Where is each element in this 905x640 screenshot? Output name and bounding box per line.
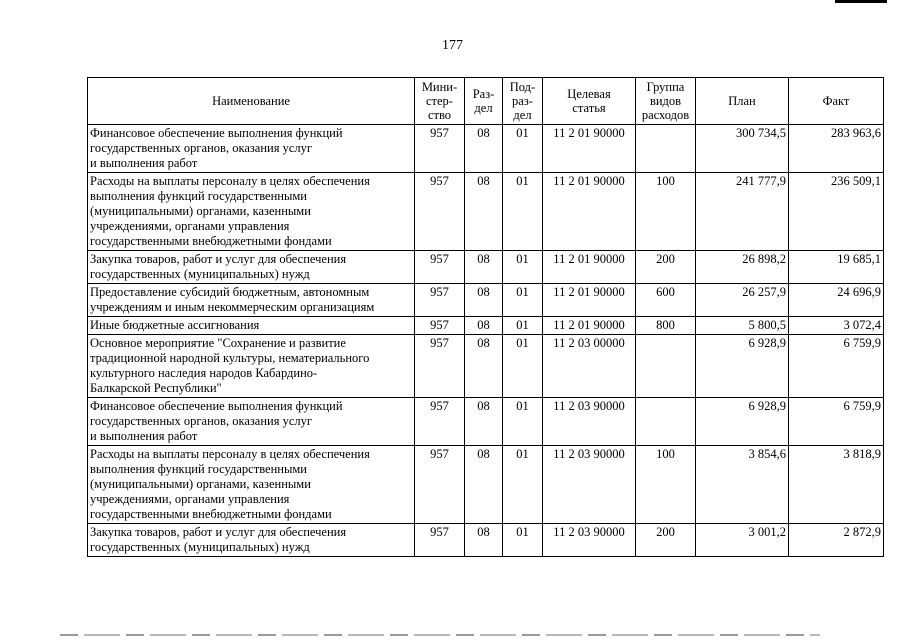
table-row (88, 251, 884, 284)
row-plan: 241 777,9 (696, 173, 789, 251)
row-group (636, 335, 696, 398)
table-row (88, 284, 884, 317)
row-fact: 3 818,9 (789, 446, 884, 524)
row-target: 11 2 01 90000 (543, 251, 636, 284)
row-ministry: 957 (415, 317, 465, 335)
row-group (636, 125, 696, 173)
header-name: Наименование (88, 78, 415, 125)
budget-table (87, 77, 884, 557)
row-target: 11 2 03 90000 (543, 524, 636, 557)
row-ministry: 957 (415, 284, 465, 317)
header-group: Группа видов расходов (636, 78, 696, 125)
scan-corner-mark (835, 0, 887, 3)
row-name: Финансовое обеспечение выполнения функций государственных органов, оказания услуг и выполнения работ (88, 125, 415, 173)
row-plan: 26 257,9 (696, 284, 789, 317)
row-target: 11 2 01 90000 (543, 125, 636, 173)
row-section: 08 (465, 317, 503, 335)
row-subsection: 01 (503, 398, 543, 446)
row-section: 08 (465, 398, 503, 446)
row-group: 100 (636, 173, 696, 251)
row-plan: 3 001,2 (696, 524, 789, 557)
row-target: 11 2 01 90000 (543, 284, 636, 317)
row-fact: 6 759,9 (789, 398, 884, 446)
table-row (88, 173, 884, 251)
row-ministry: 957 (415, 398, 465, 446)
row-name: Расходы на выплаты персоналу в целях обеспечения выполнения функций государственными (муниципальными) органами, казенными учреждениями, органами управления государственными внебюджетными фондами (88, 446, 415, 524)
row-section: 08 (465, 251, 503, 284)
row-subsection: 01 (503, 125, 543, 173)
row-subsection: 01 (503, 446, 543, 524)
row-group: 800 (636, 317, 696, 335)
scan-bottom-artifact (60, 634, 820, 636)
row-name: Предоставление субсидий бюджетным, автономным учреждениям и иным некоммерческим организациям (88, 284, 415, 317)
row-name: Иные бюджетные ассигнования (88, 317, 415, 335)
row-target: 11 2 03 90000 (543, 398, 636, 446)
row-group: 600 (636, 284, 696, 317)
row-fact: 19 685,1 (789, 251, 884, 284)
header-ministry: Мини- стер- ство (415, 78, 465, 125)
row-plan: 26 898,2 (696, 251, 789, 284)
row-ministry: 957 (415, 173, 465, 251)
table-row (88, 446, 884, 524)
row-plan: 6 928,9 (696, 335, 789, 398)
header-row (88, 78, 884, 125)
row-section: 08 (465, 335, 503, 398)
row-fact: 283 963,6 (789, 125, 884, 173)
row-ministry: 957 (415, 251, 465, 284)
header-fact: Факт (789, 78, 884, 125)
header-plan: План (696, 78, 789, 125)
table-row (88, 524, 884, 557)
row-subsection: 01 (503, 335, 543, 398)
row-ministry: 957 (415, 335, 465, 398)
row-group: 200 (636, 524, 696, 557)
row-plan: 3 854,6 (696, 446, 789, 524)
row-target: 11 2 01 90000 (543, 317, 636, 335)
row-group (636, 398, 696, 446)
row-ministry: 957 (415, 125, 465, 173)
row-fact: 24 696,9 (789, 284, 884, 317)
row-name: Расходы на выплаты персоналу в целях обеспечения выполнения функций государственными (муниципальными) органами, казенными учреждениями, органами управления государственными внебюджетными фондами (88, 173, 415, 251)
row-subsection: 01 (503, 251, 543, 284)
table-row (88, 125, 884, 173)
row-ministry: 957 (415, 446, 465, 524)
row-section: 08 (465, 284, 503, 317)
row-plan: 5 800,5 (696, 317, 789, 335)
row-name: Закупка товаров, работ и услуг для обеспечения государственных (муниципальных) нужд (88, 524, 415, 557)
row-group: 200 (636, 251, 696, 284)
row-section: 08 (465, 524, 503, 557)
row-plan: 6 928,9 (696, 398, 789, 446)
row-subsection: 01 (503, 284, 543, 317)
row-subsection: 01 (503, 317, 543, 335)
row-fact: 6 759,9 (789, 335, 884, 398)
row-section: 08 (465, 446, 503, 524)
row-fact: 236 509,1 (789, 173, 884, 251)
row-name: Финансовое обеспечение выполнения функций государственных органов, оказания услуг и выполнения работ (88, 398, 415, 446)
row-ministry: 957 (415, 524, 465, 557)
header-subsection: Под- раз- дел (503, 78, 543, 125)
row-target: 11 2 01 90000 (543, 173, 636, 251)
row-name: Закупка товаров, работ и услуг для обеспечения государственных (муниципальных) нужд (88, 251, 415, 284)
row-fact: 2 872,9 (789, 524, 884, 557)
row-subsection: 01 (503, 524, 543, 557)
page-number: 177 (442, 38, 463, 53)
row-section: 08 (465, 173, 503, 251)
row-section: 08 (465, 125, 503, 173)
table-row (88, 398, 884, 446)
header-section: Раз- дел (465, 78, 503, 125)
row-target: 11 2 03 00000 (543, 335, 636, 398)
row-group: 100 (636, 446, 696, 524)
row-target: 11 2 03 90000 (543, 446, 636, 524)
table-row (88, 317, 884, 335)
row-plan: 300 734,5 (696, 125, 789, 173)
row-name: Основное мероприятие "Сохранение и развитие традиционной народной культуры, нематериального культурного наследия народов Кабардино- Балкарской Республики" (88, 335, 415, 398)
row-fact: 3 072,4 (789, 317, 884, 335)
header-target: Целевая статья (543, 78, 636, 125)
table-row (88, 335, 884, 398)
row-subsection: 01 (503, 173, 543, 251)
